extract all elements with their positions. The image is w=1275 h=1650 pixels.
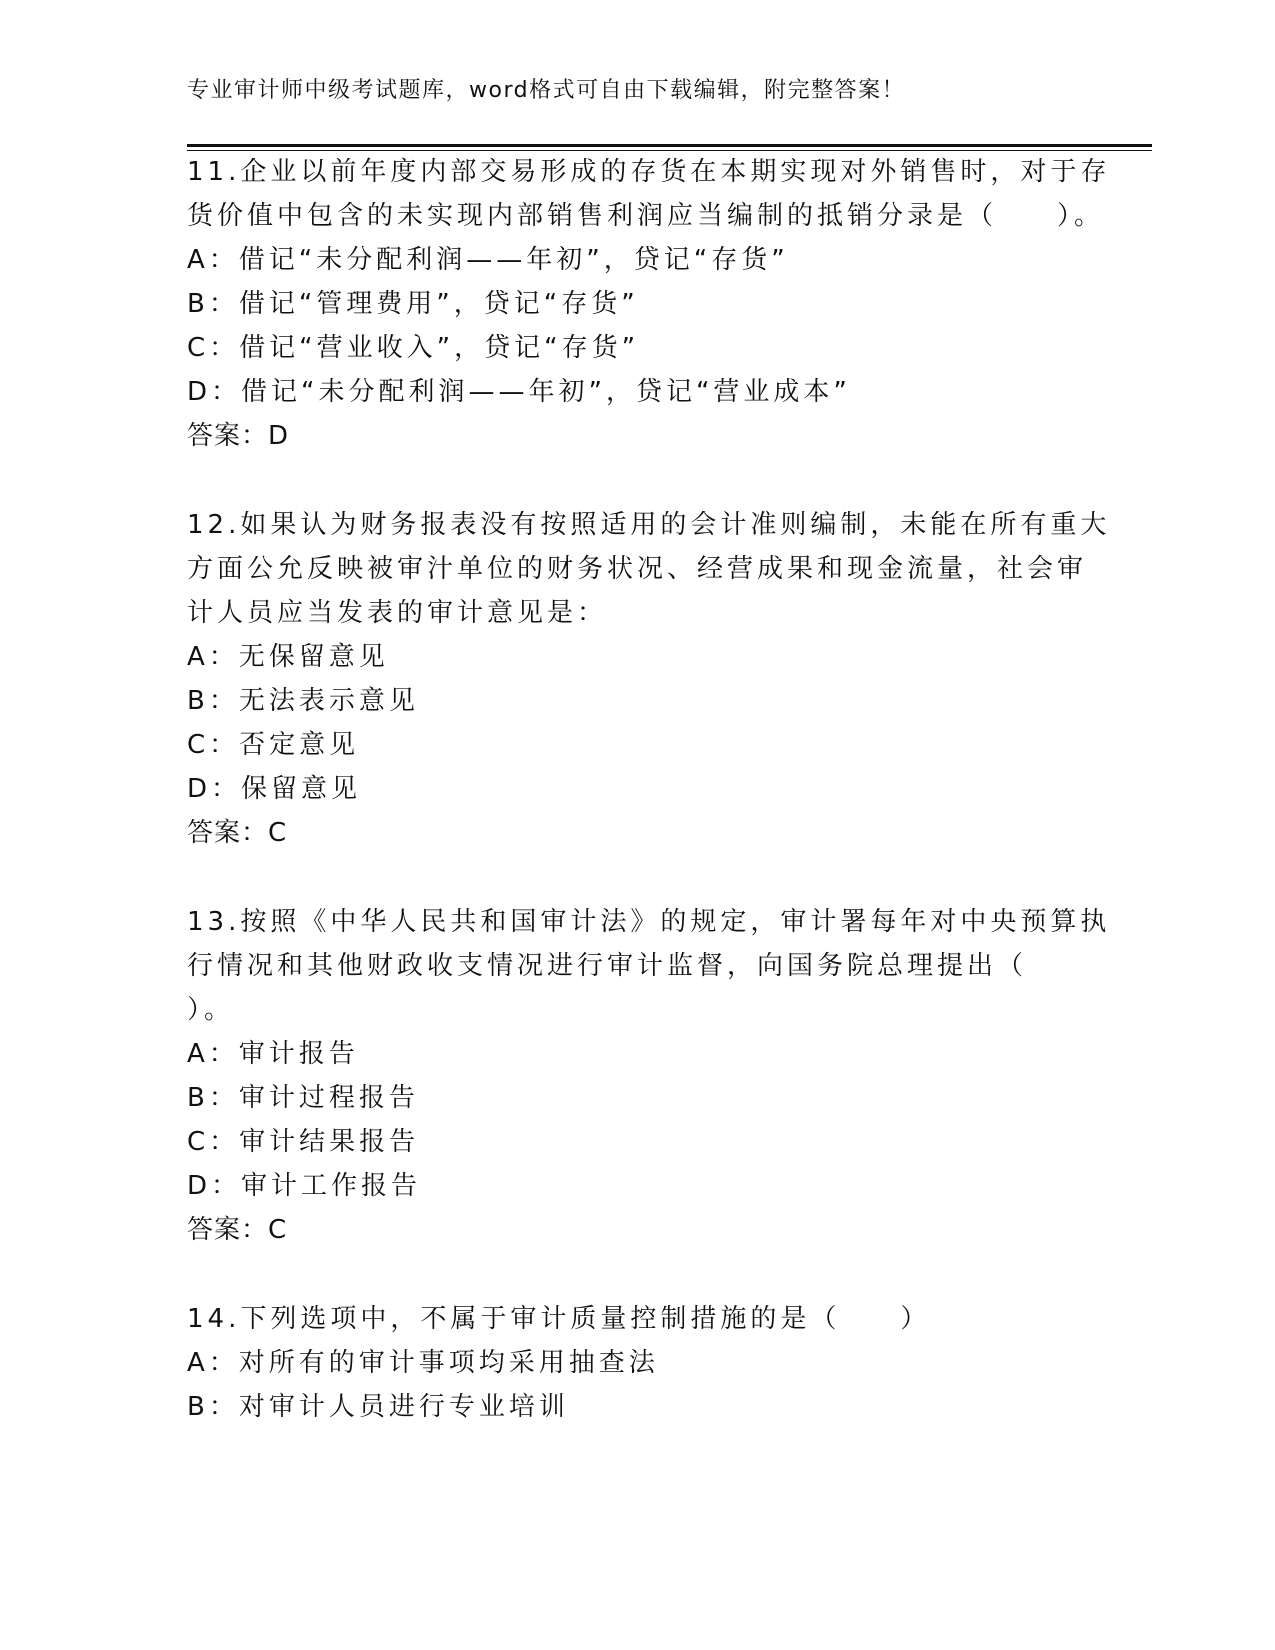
question-13-option-d: D：审计工作报告 [187,1171,422,1201]
question-11-option-a: A：借记“未分配利润——年初”，贷记“存货” [187,245,789,275]
question-12-option-c: C：否定意见 [187,730,360,760]
question-11-answer: 答案：D [187,421,290,451]
question-12-stem-line-3: 计人员应当发表的审计意见是： [187,598,608,628]
question-14-option-b: B：对审计人员进行专业培训 [187,1392,569,1422]
question-12-answer: 答案：C [187,818,288,848]
question-13-answer: 答案：C [187,1215,288,1245]
question-11-stem-line-1: 11.企业以前年度内部交易形成的存货在本期实现对外销售时，对于存 [187,157,1111,187]
question-14-stem-line-1: 14.下列选项中，不属于审计质量控制措施的是（ ） [187,1304,931,1334]
question-13-stem-line-3: ）。 [187,995,235,1025]
question-13-option-c: C：审计结果报告 [187,1127,420,1157]
question-11-option-d: D：借记“未分配利润——年初”，贷记“营业成本” [187,377,851,407]
question-12-option-b: B：无法表示意见 [187,686,419,716]
question-12-stem-line-1: 12.如果认为财务报表没有按照适用的会计准则编制，未能在所有重大 [187,510,1111,540]
question-13-stem-line-2: 行情况和其他财政收支情况进行审计监督，向国务院总理提出（ [187,951,1028,981]
question-12-option-d: D：保留意见 [187,774,362,804]
question-13-option-a: A：审计报告 [187,1039,359,1069]
header-rule-thin [187,150,1152,151]
question-13-stem-line-1: 13.按照《中华人民共和国审计法》的规定，审计署每年对中央预算执 [187,907,1111,937]
question-12-stem-line-2: 方面公允反映被审汁单位的财务状况、经营成果和现金流量，社会审 [187,554,1088,584]
question-12-option-a: A：无保留意见 [187,642,389,672]
question-14-option-a: A：对所有的审计事项均采用抽查法 [187,1348,659,1378]
question-11-stem-line-2: 货价值中包含的未实现内部销售利润应当编制的抵销分录是（ ）。 [187,201,1105,231]
page-header: 专业审计师中级考试题库，word格式可自由下载编辑，附完整答案！ [187,78,906,103]
header-rule-thick [187,144,1152,147]
question-13-option-b: B：审计过程报告 [187,1083,419,1113]
question-11-option-c: C：借记“营业收入”，贷记“存货” [187,333,640,363]
question-11-option-b: B：借记“管理费用”，贷记“存货” [187,289,639,319]
